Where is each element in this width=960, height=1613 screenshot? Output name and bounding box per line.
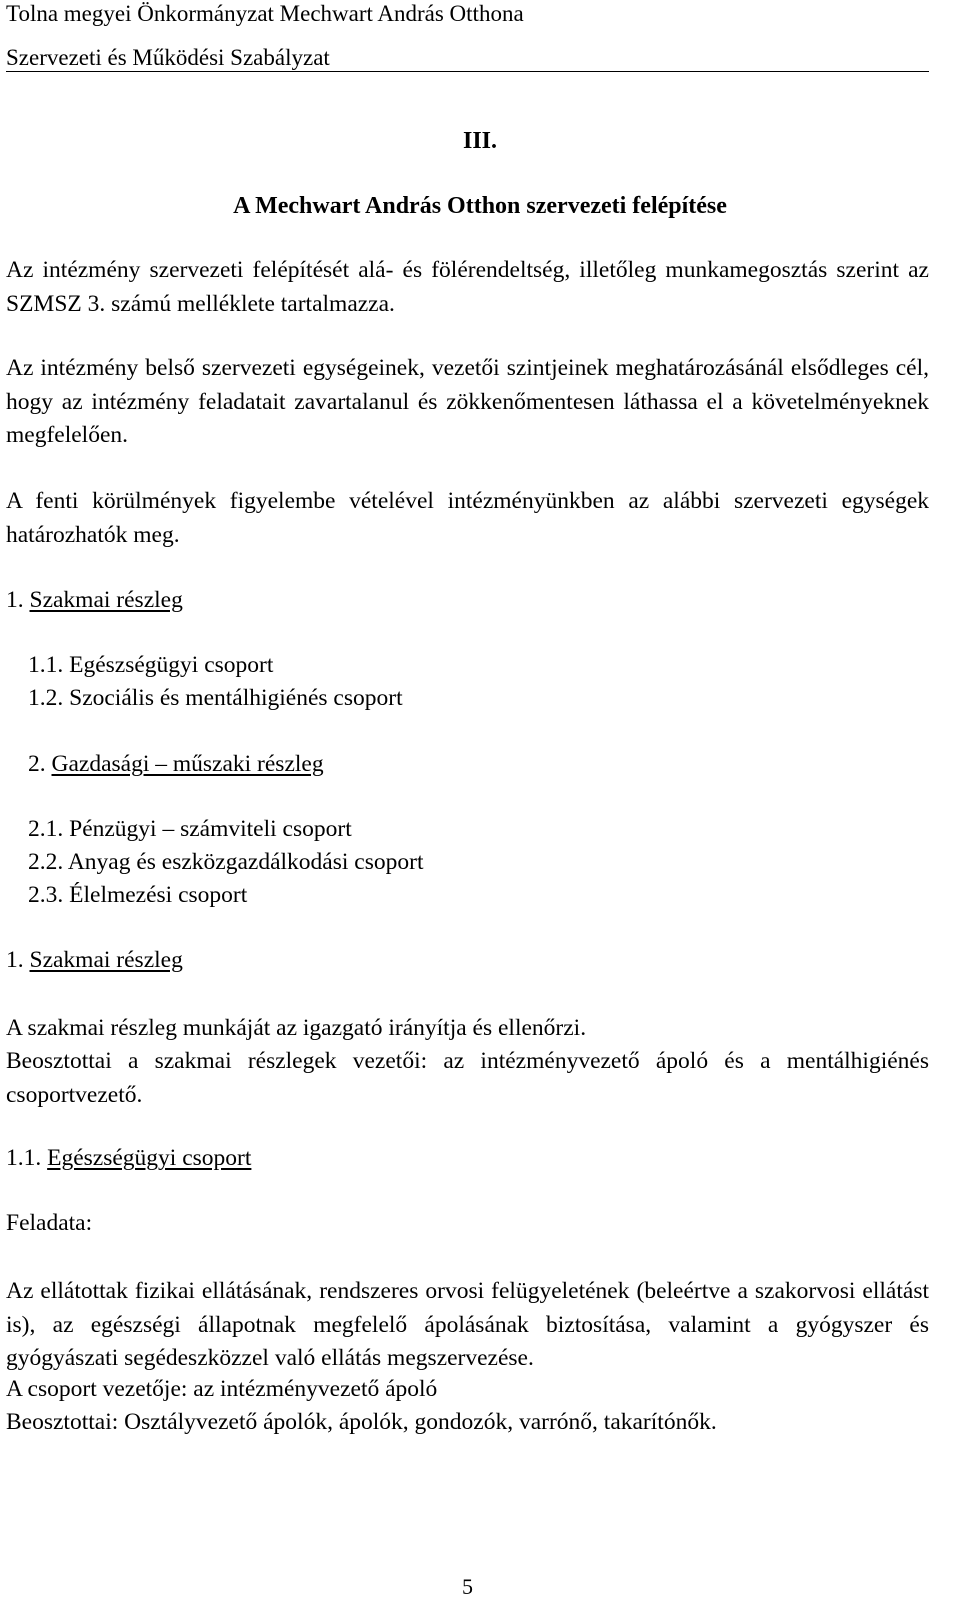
section-1-1-leader: A csoport vezetője: az intézményvezető ápoló <box>6 1376 438 1402</box>
structure-item-1-label: Szakmai részleg <box>29 587 183 613</box>
header-rule <box>6 71 929 72</box>
structure-item-2-label: Gazdasági – műszaki részleg <box>51 751 324 777</box>
section-1-1-staff: Beosztottai: Osztályvezető ápolók, ápolók, gondozók, varrónő, takarítónők. <box>6 1409 717 1435</box>
structure-item-1-2: 1.2. Szociális és mentálhigiénés csoport <box>28 685 403 711</box>
structure-item-1-1: 1.1. Egészségügyi csoport <box>28 652 274 678</box>
chapter-title: A Mechwart András Otthon szervezeti felépítése <box>233 193 727 219</box>
intro-paragraph-1: Az intézmény szervezeti felépítését alá- és fölérendeltség, illetőleg munkamegosztás szerint az SZMSZ 3. számú melléklete tartalmazza. <box>6 257 929 317</box>
chapter-number: III. <box>462 128 498 154</box>
structure-item-2 <box>28 749 324 779</box>
section-1-paragraph-1: A szakmai részleg munkáját az igazgató irányítja és ellenőrzi. <box>6 1015 587 1041</box>
intro-paragraph-2: Az intézmény belső szervezeti egységeinek, vezetői szintjeinek meghatározásánál elsődleges cél, hogy az intézmény feladatait zavartalanul és zökkenőmentesen láthassa el a követelményeknek megfelelően. <box>6 355 929 448</box>
section-1-1-heading <box>6 1143 251 1173</box>
header-institution: Tolna megyei Önkormányzat Mechwart András Otthona <box>6 1 524 26</box>
section-1-1-paragraph-1: Az ellátottak fizikai ellátásának, rendszeres orvosi felügyeletének (beleértve a szakorvosi ellátást is), az egészségi állapotnak megfelelő ápolásának biztosítása, valamint a gyógyszer és gyógyászati segédeszközzel való ellátás megszervezése. <box>6 1278 929 1371</box>
structure-item-2-2: 2.2. Anyag és eszközgazdálkodási csoport <box>28 849 424 875</box>
structure-item-1 <box>6 585 183 615</box>
structure-item-2-3: 2.3. Élelmezési csoport <box>28 882 248 908</box>
section-1-heading <box>6 945 183 975</box>
section-1-1-feladata-label: Feladata: <box>6 1210 93 1236</box>
structure-item-1-number: 1. <box>6 587 30 613</box>
structure-item-2-number: 2. <box>28 751 52 777</box>
page-number: 5 <box>462 1574 473 1599</box>
section-1-1-number: 1.1. <box>6 1145 48 1171</box>
section-1-paragraph-2: Beosztottai a szakmai részlegek vezetői: az intézményvezető ápoló és a mentálhigiénés csoportvezető. <box>6 1048 929 1108</box>
structure-item-2-1: 2.1. Pénzügyi – számviteli csoport <box>28 816 352 842</box>
section-1-number: 1. <box>6 947 30 973</box>
header-document-title: Szervezeti és Működési Szabályzat <box>6 45 330 70</box>
section-1-title: Szakmai részleg <box>29 947 183 973</box>
intro-paragraph-3: A fenti körülmények figyelembe vételével intézményünkben az alábbi szervezeti egységek határozhatók meg. <box>6 488 929 548</box>
section-1-1-title: Egészségügyi csoport <box>47 1145 252 1171</box>
